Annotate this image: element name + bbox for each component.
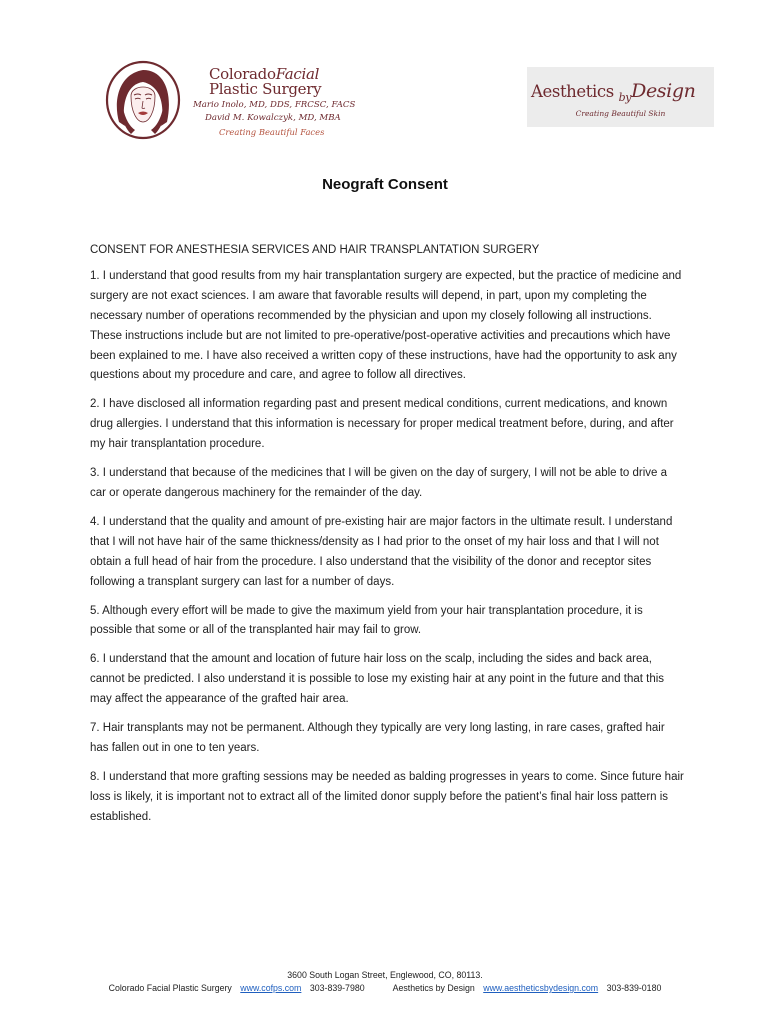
footer-right-phone: 303-839-0180 — [606, 983, 662, 993]
consent-paragraph: 8. I understand that more grafting sessions may be needed as balding progresses in years to come. Since future hair loss is likely, it is important not to extract all of the limited donor supply before the patient’s final hair loss pattern is established. — [90, 770, 684, 823]
consent-paragraph: 3. I understand that because of the medicines that I will be given on the day of surgery, I will not be able to drive a car or operate dangerous machinery for the remainder of the day. — [90, 467, 668, 499]
left-logo-tagline: Creating Beautiful Faces — [219, 127, 325, 137]
aesthetics-by-design-logo — [527, 67, 714, 127]
footer-contact-line — [0, 983, 770, 993]
woman-face-icon — [105, 60, 181, 140]
consent-heading: CONSENT FOR ANESTHESIA SERVICES AND HAIR TRANSPLANTATION SURGERY — [90, 244, 540, 256]
brand-name-line1: ColoradoFacial — [209, 65, 320, 83]
consent-paragraph: 7. Hair transplants may not be permanent. Although they typically are very long lasting, in rare cases, grafted hair has fallen out in one to ten years. — [90, 722, 665, 754]
right-brand-name: Aesthetics $_{by}$Design — [531, 80, 696, 104]
consent-paragraph: 1. I understand that good results from my hair transplantation surgery are expected, but the practice of medicine and surgery are not exact sciences. I am aware that favorable results will depend, in part, upon my completing the necessary number of operations recommended by the physician and upon my closely following all instructions. These instructions include but are not limited to pre-operative/post-operative activities and precautions which have been explained to me. I have also received a written copy of these instructions, have had the opportunity to ask any questions about my procedure and care, and agree to follow all directives. — [90, 269, 682, 382]
consent-paragraph: 5. Although every effort will be made to give the maximum yield from your hair transplantation procedure, it is possible that some or all of the transplanted hair may fail to grow. — [90, 604, 643, 637]
footer-left-url-link[interactable]: www.cofps.com — [240, 983, 302, 993]
document-body — [90, 241, 686, 837]
doctor-credit-2: David M. Kowalczyk, MD, MBA — [205, 113, 341, 123]
brand-name-line2: Plastic Surgery — [209, 80, 322, 98]
right-logo-tagline: Creating Beautiful Skin — [575, 109, 666, 118]
footer-left-phone: 303-839-7980 — [309, 983, 365, 993]
consent-paragraph: 6. I understand that the amount and location of future hair loss on the scalp, including the sides and back area, cannot be predicted. I also understand it is possible to lose my existing hair at any point in the future and that this may affect the appearance of the grafted hair area. — [90, 653, 665, 706]
footer-left-name: Colorado Facial Plastic Surgery — [108, 983, 232, 993]
colorado-facial-logo — [105, 60, 365, 144]
footer-right-name: Aesthetics by Design — [392, 983, 475, 993]
footer-right-url-link[interactable]: www.aestheticsbydesign.com — [483, 983, 599, 993]
doctor-credit-1: Mario Inolo, MD, DDS, FRCSC, FACS — [193, 100, 356, 110]
footer-address: 3600 South Logan Street, Englewood, CO, 80113. — [287, 970, 483, 980]
consent-paragraph: 2. I have disclosed all information regarding past and present medical conditions, current medications, and known drug allergies. I understand that this information is necessary for proper medical treatment before, during, and after my hair transplantation procedure. — [90, 398, 674, 451]
consent-paragraph: 4. I understand that the quality and amount of pre-existing hair are major factors in the ultimate result. I understand that I will not have hair of the same thickness/density as I had prior to the onset of my hair loss and that I will not obtain a full head of hair from the procedure. I also understand that the visibility of the donor and receptor sites following a transplant surgery can last for a number of days. — [90, 515, 673, 588]
document-title: Neograft Consent — [322, 176, 448, 193]
